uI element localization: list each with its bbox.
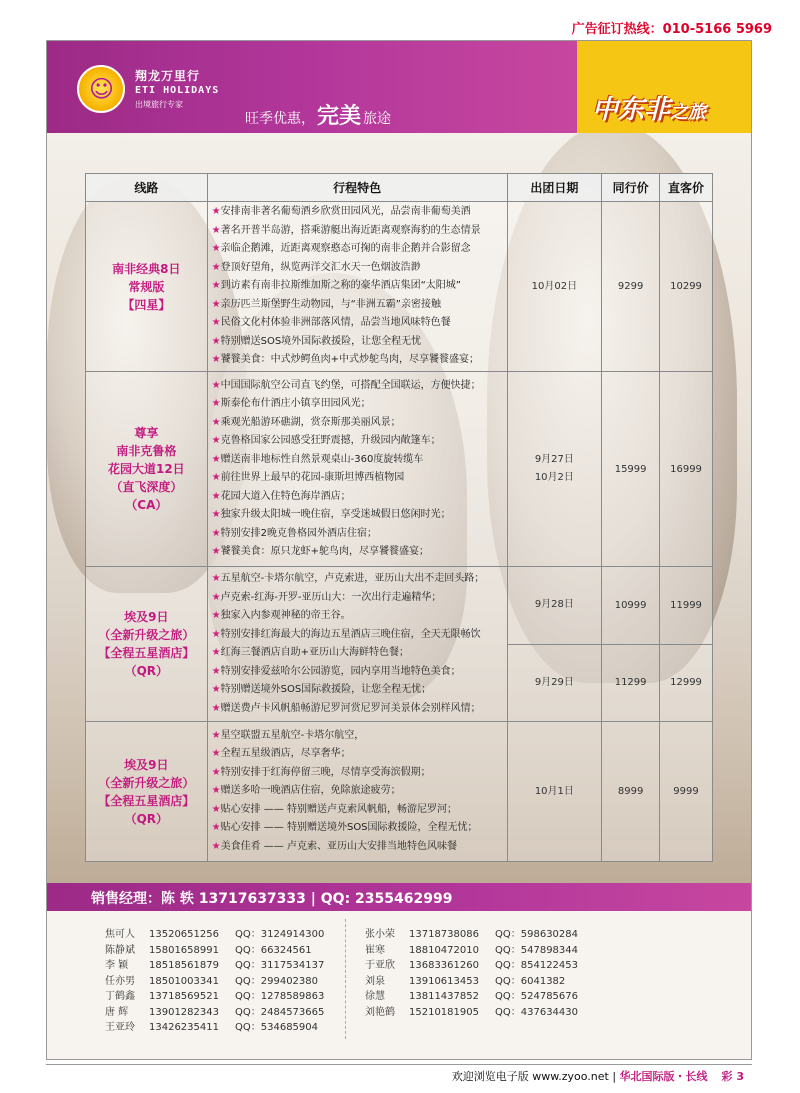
feature-text: 前往世界上最早的花园-康斯坦博西植物园 bbox=[220, 472, 405, 483]
star-icon: ★ bbox=[211, 416, 221, 428]
star-icon: ★ bbox=[211, 261, 221, 273]
contact-name: 于亚欣 bbox=[365, 960, 395, 971]
contact-qq: 437634430 bbox=[520, 1006, 579, 1018]
route-features-cell bbox=[207, 372, 507, 567]
feature-text: 中国国际航空公司直飞约堡，可搭配全国联运，方便快捷； bbox=[220, 379, 481, 391]
contact-row bbox=[365, 987, 578, 1002]
route-name-line: 南非克鲁格 bbox=[116, 444, 177, 458]
contact-qq: 66324561 bbox=[260, 944, 312, 956]
contact-phone: 13426235411 bbox=[149, 1022, 219, 1033]
contact-name: 徐慧 bbox=[365, 991, 385, 1002]
contact-name: 丁鹤鑫 bbox=[105, 991, 135, 1002]
feature-item bbox=[212, 222, 503, 241]
feature-item bbox=[212, 451, 503, 470]
star-icon: ★ bbox=[211, 280, 221, 292]
feature-item bbox=[212, 589, 503, 608]
feature-text: 登顶好望角，纵览两洋交汇水天一色烟波浩渺 bbox=[220, 261, 421, 273]
logo-subtitle: 出境旅行专家 bbox=[135, 100, 183, 109]
footer-edition: 华北国际版・长线 bbox=[619, 1070, 708, 1083]
contact-phone: 15210181905 bbox=[409, 1006, 479, 1018]
star-icon: ★ bbox=[211, 684, 221, 695]
table-header-row bbox=[86, 174, 713, 202]
logo-badge[interactable] bbox=[77, 65, 125, 113]
feature-text: 亲历匹兰斯堡野生动物园，与“非洲五霸”亲密接触 bbox=[220, 298, 441, 310]
star-icon: ★ bbox=[211, 354, 221, 366]
contact-qq: 547898344 bbox=[520, 944, 579, 956]
feature-text: 特别赠送SOS境外国际救援险，让您全程无忧 bbox=[220, 335, 422, 347]
star-icon: ★ bbox=[211, 785, 221, 797]
route-name-line: 南非经典8日 bbox=[112, 261, 181, 276]
feature-item bbox=[212, 525, 503, 544]
table-row bbox=[86, 202, 713, 372]
header-title-block bbox=[577, 41, 752, 133]
col-header-features: 行程特色 bbox=[207, 174, 507, 202]
contact-row bbox=[105, 925, 324, 940]
brand-title-suffix: 之旅 bbox=[670, 102, 707, 123]
route-name-cell bbox=[86, 202, 208, 372]
route-name-line: 尊享 bbox=[134, 426, 159, 440]
contact-row bbox=[365, 925, 578, 940]
contact-qq-label: QQ： bbox=[235, 929, 261, 940]
departure-date: 9月28日 bbox=[534, 599, 574, 611]
contact-name: 焦可人 bbox=[105, 929, 135, 940]
feature-item bbox=[212, 626, 503, 645]
feature-item bbox=[212, 543, 503, 562]
feature-item bbox=[212, 296, 503, 315]
feature-text: 民俗文化村体验非洲部落风情，品尝当地风味特色餐 bbox=[220, 317, 451, 329]
page-frame bbox=[46, 40, 752, 1060]
feature-text: 赠送多哈一晚酒店住宿，免除旅途疲劳； bbox=[220, 785, 401, 797]
contact-name: 唐 辉 bbox=[105, 1006, 129, 1018]
route-features-cell bbox=[207, 202, 507, 372]
slogan-part-b: 旅途 bbox=[363, 111, 391, 127]
contact-qq-label: QQ： bbox=[495, 975, 521, 987]
sales-contacts bbox=[47, 911, 752, 1060]
feature-text: 贴心安排 —— 特别赠送卢克索风帆船，畅游尼罗河； bbox=[220, 803, 457, 815]
contact-row bbox=[105, 987, 324, 1002]
star-icon: ★ bbox=[211, 573, 221, 584]
feature-item bbox=[212, 570, 503, 589]
brand-title-main: 中东非 bbox=[592, 95, 671, 125]
feature-item bbox=[212, 745, 503, 764]
feature-text: 卢克索-红海-开罗-亚历山大：一次出行走遍精华； bbox=[220, 591, 442, 603]
contact-row bbox=[105, 1003, 324, 1018]
star-icon: ★ bbox=[211, 224, 221, 236]
star-icon: ★ bbox=[211, 509, 221, 520]
feature-item bbox=[212, 644, 503, 663]
peer-price-cell: 10999 bbox=[602, 567, 660, 645]
feature-item bbox=[212, 432, 503, 451]
logo-text-cn: 翔龙万里行 bbox=[135, 69, 201, 83]
contact-qq: 598630284 bbox=[520, 929, 579, 940]
star-icon: ★ bbox=[211, 298, 221, 310]
star-icon: ★ bbox=[211, 546, 221, 557]
star-icon: ★ bbox=[211, 610, 221, 621]
feature-item bbox=[212, 395, 503, 414]
feature-text: 特别安排于红海停留三晚，尽情享受海滨假期； bbox=[220, 766, 431, 778]
col-header-route: 线路 bbox=[86, 174, 208, 202]
contact-name: 王亚玲 bbox=[105, 1022, 135, 1033]
col-header-direct-price: 直客价 bbox=[660, 174, 713, 202]
route-name-line: 埃及9日 bbox=[124, 610, 169, 624]
contact-row bbox=[105, 1018, 318, 1033]
route-name-line: 花园大道12日 bbox=[107, 462, 185, 476]
contact-phone: 15801658991 bbox=[149, 944, 219, 956]
feature-text: 克鲁格国家公园感受狂野震撼，升级园内敞篷车； bbox=[220, 435, 441, 446]
contact-qq: 524785676 bbox=[520, 991, 579, 1002]
contact-qq-label: QQ： bbox=[235, 1006, 261, 1018]
contact-qq-label: QQ： bbox=[235, 991, 261, 1002]
peer-price-cell: 15999 bbox=[602, 372, 660, 567]
route-name-line: （CA） bbox=[125, 498, 168, 512]
feature-text: 特别安排爱兹哈尔公园游览，园内享用当地特色美食； bbox=[220, 665, 461, 677]
contact-phone: 13910613453 bbox=[409, 975, 479, 987]
feature-text: 独家升级太阳城一晚住宿，享受迷城假日悠闲时光； bbox=[220, 509, 451, 520]
direct-price-cell: 11999 bbox=[660, 567, 713, 645]
peer-price-cell: 8999 bbox=[602, 722, 660, 862]
contact-row bbox=[365, 941, 578, 956]
feature-text: 赠送费卢卡风帆船畅游尼罗河赏尼罗河美景体会别样风情； bbox=[220, 702, 481, 714]
feature-item bbox=[212, 351, 503, 370]
sales-manager-bar bbox=[47, 883, 752, 911]
feature-text: 红海三餐酒店自助+亚历山大海鲜特色餐； bbox=[220, 647, 409, 658]
star-icon: ★ bbox=[211, 472, 221, 483]
contact-row bbox=[365, 972, 565, 987]
star-icon: ★ bbox=[211, 206, 221, 218]
feature-item bbox=[212, 681, 503, 700]
contact-qq: 6041382 bbox=[520, 975, 566, 987]
feature-text: 特别赠送境外SOS国际救援险，让您全程无忧； bbox=[220, 684, 432, 695]
dragon-logo-icon: ☺ bbox=[89, 75, 115, 103]
direct-price-cell: 10299 bbox=[660, 202, 713, 372]
feature-text: 斯泰伦布什酒庄小镇享田园风光； bbox=[220, 398, 371, 409]
slogan bbox=[245, 99, 391, 130]
header-band bbox=[47, 41, 577, 133]
contact-qq-label: QQ： bbox=[495, 944, 521, 956]
contact-qq: 3117534137 bbox=[260, 960, 325, 971]
departure-date: 9月29日 bbox=[534, 676, 574, 688]
feature-item bbox=[212, 333, 503, 352]
feature-item bbox=[212, 377, 503, 396]
route-name-cell bbox=[86, 722, 208, 862]
contact-name: 张小荣 bbox=[365, 929, 395, 940]
feature-item bbox=[212, 414, 503, 433]
feature-item bbox=[212, 764, 503, 783]
star-icon: ★ bbox=[211, 435, 221, 446]
sales-manager-text: 销售经理：陈 轶 13717637333 | QQ: 2355462999 bbox=[91, 891, 453, 907]
feature-text: 美食佳肴 —— 卢克索、亚历山大安排当地特色风味餐 bbox=[220, 840, 457, 852]
feature-item bbox=[212, 607, 503, 626]
contact-phone: 13520651256 bbox=[149, 929, 219, 940]
feature-text: 亲临企鹅滩，近距离观察憨态可掬的南非企鹅并合影留念 bbox=[220, 243, 471, 255]
contact-name: 刘泉 bbox=[365, 975, 385, 987]
star-icon: ★ bbox=[211, 803, 221, 815]
feature-item bbox=[212, 277, 503, 296]
contact-qq: 534685904 bbox=[260, 1022, 319, 1033]
contact-name: 陈静斌 bbox=[105, 944, 135, 956]
peer-price-cell: 9299 bbox=[602, 202, 660, 372]
feature-text: 到访素有南非拉斯维加斯之称的豪华酒店集团“太阳城” bbox=[220, 280, 461, 292]
feature-text: 星空联盟五星航空-卡塔尔航空， bbox=[220, 729, 365, 741]
contacts-divider bbox=[345, 919, 346, 1039]
star-icon: ★ bbox=[211, 379, 221, 391]
ad-hotline: 广告征订热线：010-5166 5969 bbox=[571, 22, 772, 37]
feature-text: 饕餮美食：原只龙虾+鸵鸟肉，尽享饕餮盛宴； bbox=[220, 546, 429, 557]
feature-text: 贴心安排 —— 特别赠送境外SOS国际救援险，全程无忧； bbox=[220, 822, 478, 834]
contact-qq-label: QQ： bbox=[235, 1022, 261, 1033]
departure-date: 9月27日 bbox=[534, 454, 574, 465]
feature-text: 全程五星级酒店，尽享奢华； bbox=[220, 748, 351, 760]
page-footer bbox=[0, 1064, 800, 1086]
contact-qq-label: QQ： bbox=[495, 960, 521, 971]
route-name-line: 【全程五星酒店】 bbox=[98, 793, 195, 808]
col-header-date: 出团日期 bbox=[507, 174, 602, 202]
table-row bbox=[86, 722, 713, 862]
feature-item bbox=[212, 488, 503, 507]
feature-item bbox=[212, 259, 503, 278]
departure-date-cell bbox=[507, 644, 602, 722]
contact-phone: 18501003341 bbox=[149, 975, 219, 987]
route-name-line: （直飞深度） bbox=[110, 480, 183, 494]
feature-item bbox=[212, 203, 503, 222]
contact-name: 任亦男 bbox=[105, 975, 135, 987]
contact-qq-label: QQ： bbox=[495, 1006, 521, 1018]
contact-name: 刘艳鹤 bbox=[365, 1006, 395, 1018]
itinerary-table bbox=[85, 173, 713, 862]
route-name-line: （全新升级之旅） bbox=[98, 775, 195, 790]
feature-text: 著名开普半岛游，搭乘游艇出海近距离观察海豹的生态情景 bbox=[220, 224, 481, 236]
feature-item bbox=[212, 801, 503, 820]
route-name-line: 常规版 bbox=[128, 279, 165, 294]
footer-website[interactable]: 欢迎浏览电子版 www.zyoo.net bbox=[451, 1070, 609, 1083]
footer-text: 欢迎浏览电子版 www.zyoo.net | 华北国际版・长线 彩 3 bbox=[451, 1070, 744, 1083]
contact-qq: 2484573665 bbox=[260, 1006, 325, 1018]
contact-phone: 13718569521 bbox=[149, 991, 219, 1002]
contact-row bbox=[105, 956, 324, 971]
star-icon: ★ bbox=[211, 665, 221, 677]
contact-row bbox=[105, 941, 312, 956]
route-name-line: 【四星】 bbox=[122, 297, 171, 312]
feature-item bbox=[212, 819, 503, 838]
contact-name: 李 颖 bbox=[105, 960, 129, 971]
contact-row bbox=[365, 1003, 578, 1018]
route-name-line: （QR） bbox=[124, 811, 169, 826]
contact-phone: 18518561879 bbox=[149, 960, 219, 971]
route-features-cell bbox=[207, 567, 507, 722]
star-icon: ★ bbox=[211, 748, 221, 760]
contact-phone: 13683361260 bbox=[409, 960, 479, 971]
star-icon: ★ bbox=[211, 729, 221, 741]
direct-price-cell: 9999 bbox=[660, 722, 713, 862]
feature-item bbox=[212, 469, 503, 488]
feature-item bbox=[212, 727, 503, 746]
feature-text: 赠送南非地标性自然景观桌山-360度旋转缆车 bbox=[220, 453, 424, 465]
feature-text: 特别安排2晚克鲁格园外酒店住宿； bbox=[220, 527, 377, 539]
departure-date-cell bbox=[507, 372, 602, 567]
star-icon: ★ bbox=[211, 490, 221, 502]
contact-phone: 13718738086 bbox=[409, 929, 479, 940]
route-name-cell bbox=[86, 372, 208, 567]
footer-page-number: 彩 3 bbox=[721, 1070, 744, 1083]
departure-date-cell bbox=[507, 567, 602, 645]
contact-qq-label: QQ： bbox=[235, 944, 261, 956]
contact-row bbox=[105, 972, 318, 987]
feature-item bbox=[212, 838, 503, 857]
contact-row bbox=[365, 956, 578, 971]
route-name-line: 埃及9日 bbox=[124, 757, 169, 772]
departure-date: 10月02日 bbox=[531, 280, 578, 292]
contact-qq: 1278589863 bbox=[260, 991, 325, 1002]
brand-title bbox=[592, 89, 706, 126]
feature-text: 乘观光船游环礁湖，赏奈斯那美丽风景； bbox=[220, 416, 401, 428]
feature-item bbox=[212, 663, 503, 682]
feature-text: 花园大道入住特色海岸酒店； bbox=[220, 490, 351, 502]
contact-name: 崔寒 bbox=[365, 944, 385, 956]
feature-text: 饕餮美食：中式炒鳄鱼肉+中式炒鸵鸟肉，尽享饕餮盛宴； bbox=[220, 354, 479, 366]
feature-item bbox=[212, 700, 503, 719]
departure-date: 10月2日 bbox=[534, 472, 574, 483]
star-icon: ★ bbox=[211, 243, 221, 255]
star-icon: ★ bbox=[211, 398, 221, 409]
star-icon: ★ bbox=[211, 647, 221, 658]
contact-qq-label: QQ： bbox=[495, 929, 521, 940]
contact-phone: 18810472010 bbox=[409, 944, 479, 956]
feature-text: 特别安排红海最大的海边五星酒店三晚住宿，全天无限畅饮 bbox=[220, 628, 481, 640]
contact-qq: 3124914300 bbox=[260, 929, 325, 940]
contact-qq: 854122453 bbox=[520, 960, 579, 971]
route-name-line: （QR） bbox=[124, 664, 169, 678]
direct-price-cell: 12999 bbox=[660, 644, 713, 722]
feature-text: 五星航空-卡塔尔航空，卢克索进，亚历山大出不走回头路； bbox=[220, 573, 485, 584]
table-row bbox=[86, 372, 713, 567]
star-icon: ★ bbox=[211, 591, 221, 603]
route-name-line: （全新升级之旅） bbox=[98, 628, 195, 642]
departure-date-cell bbox=[507, 202, 602, 372]
departure-date: 10月1日 bbox=[534, 785, 574, 797]
route-name-line: 【全程五星酒店】 bbox=[98, 646, 195, 660]
star-icon: ★ bbox=[211, 453, 221, 465]
col-header-peer-price: 同行价 bbox=[602, 174, 660, 202]
contact-phone: 13901282343 bbox=[149, 1006, 219, 1018]
star-icon: ★ bbox=[211, 822, 221, 834]
feature-item bbox=[212, 506, 503, 525]
star-icon: ★ bbox=[211, 628, 221, 640]
feature-item bbox=[212, 314, 503, 333]
contact-qq: 299402380 bbox=[260, 975, 319, 987]
footer-rule bbox=[46, 1064, 752, 1065]
slogan-part-a: 旺季优惠， bbox=[244, 111, 315, 127]
star-icon: ★ bbox=[211, 335, 221, 347]
peer-price-cell: 11299 bbox=[602, 644, 660, 722]
feature-text: 安排南非著名葡萄酒乡欣赏田园风光，品尝南非葡萄美酒 bbox=[220, 206, 471, 218]
star-icon: ★ bbox=[211, 766, 221, 778]
direct-price-cell: 16999 bbox=[660, 372, 713, 567]
feature-item bbox=[212, 782, 503, 801]
contact-phone: 13811437852 bbox=[409, 991, 479, 1002]
route-name-cell bbox=[86, 567, 208, 722]
logo-text-en: ETI HOLIDAYS bbox=[135, 85, 220, 96]
star-icon: ★ bbox=[211, 317, 221, 329]
star-icon: ★ bbox=[211, 702, 221, 714]
star-icon: ★ bbox=[211, 840, 221, 852]
contact-qq-label: QQ： bbox=[235, 975, 261, 987]
star-icon: ★ bbox=[211, 527, 221, 539]
feature-text: 独家入内参观神秘的帝王谷。 bbox=[220, 610, 351, 621]
route-features-cell bbox=[207, 722, 507, 862]
feature-item bbox=[212, 240, 503, 259]
slogan-emphasis: 完美 bbox=[316, 104, 361, 129]
contact-qq-label: QQ： bbox=[235, 960, 261, 971]
table-row bbox=[86, 567, 713, 645]
contact-qq-label: QQ： bbox=[495, 991, 521, 1002]
departure-date-cell bbox=[507, 722, 602, 862]
